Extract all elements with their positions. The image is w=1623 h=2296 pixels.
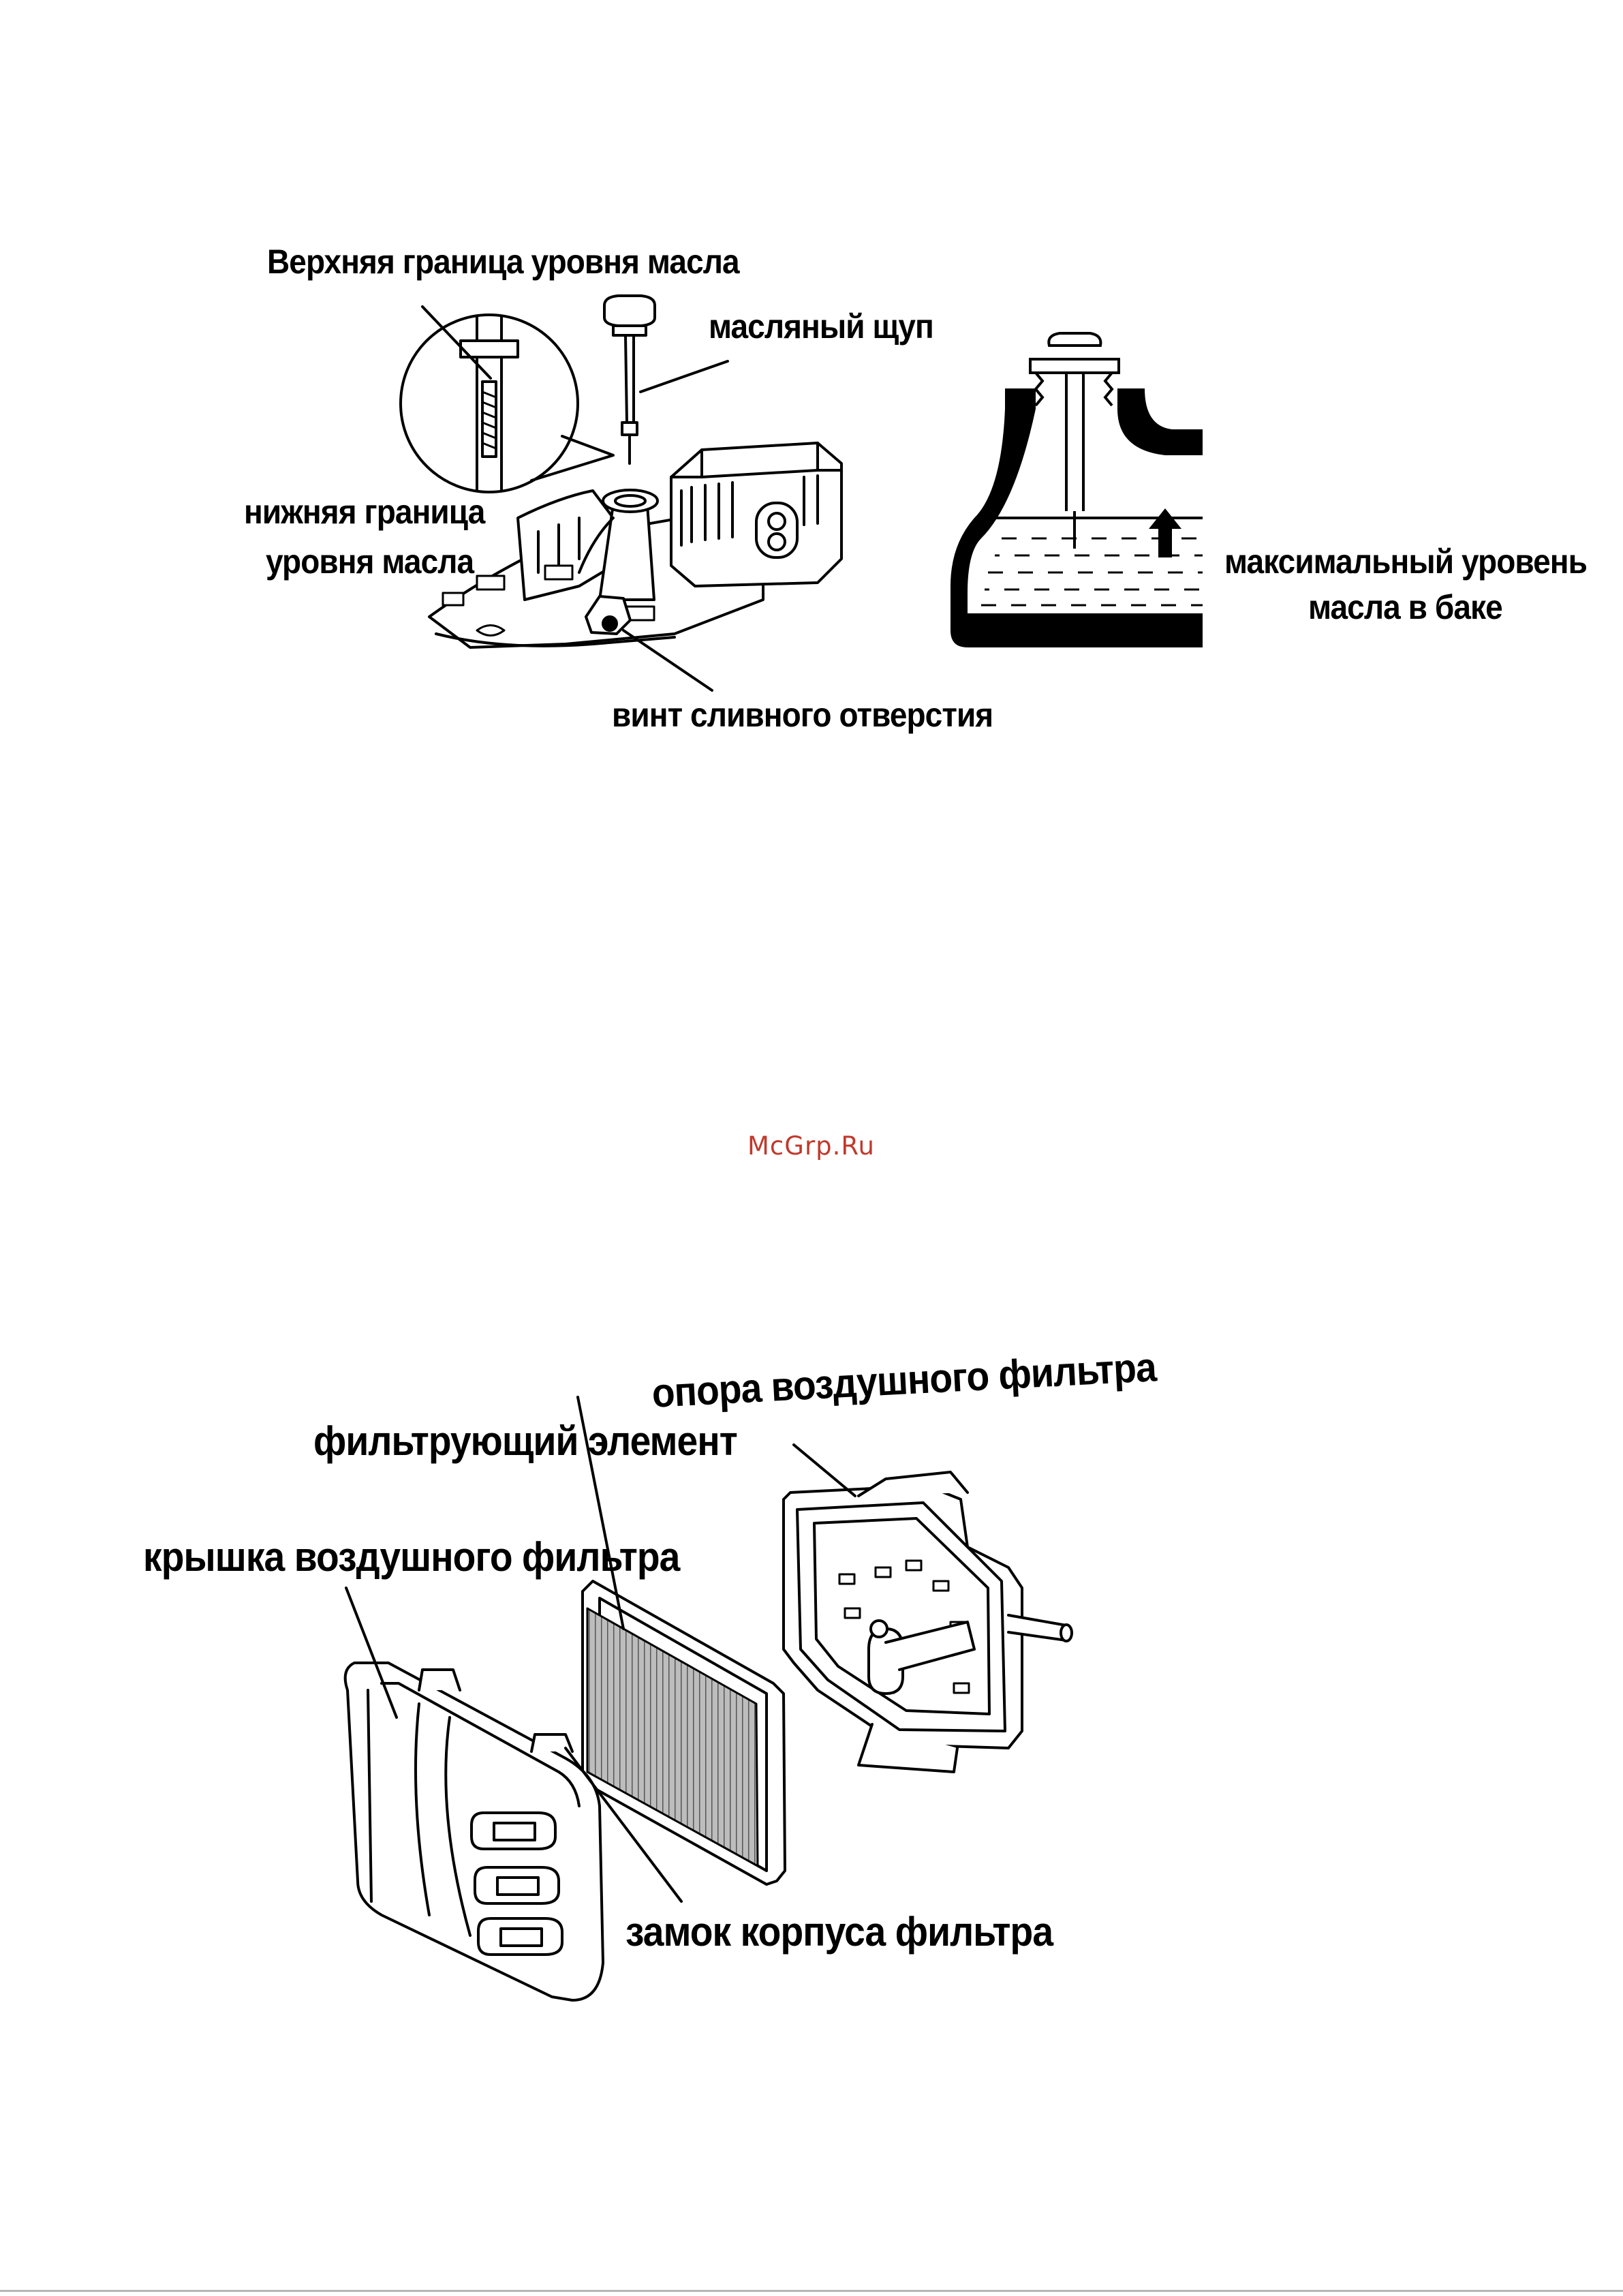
filter-cover-label: крышка воздушного фильтра bbox=[143, 1534, 680, 1580]
filter-support-label: опора воздушного фильтра bbox=[651, 1344, 1158, 1416]
max-oil-level-label-line1: максимальный уровень bbox=[1224, 542, 1588, 581]
filter-support-drawing bbox=[784, 1445, 1072, 1772]
filter-element-label: фильтрующий элемент bbox=[313, 1418, 737, 1464]
lower-oil-level-label-line1: нижняя граница bbox=[244, 493, 485, 531]
drain-screw-label: винт сливного отверстия bbox=[612, 696, 993, 734]
filter-lock-label: замок корпуса фильтра bbox=[625, 1909, 1053, 1955]
lower-oil-level-label-line2: уровня масла bbox=[266, 542, 474, 581]
page-bottom-rule bbox=[0, 2290, 1623, 2292]
max-oil-level-label-line2: масла в баке bbox=[1308, 588, 1502, 626]
oil-tank-section bbox=[950, 333, 1203, 647]
dipstick-label: масляный щуп bbox=[709, 307, 933, 346]
upper-oil-level-label: Верхняя граница уровня масла bbox=[267, 243, 739, 281]
filter-element-drawing bbox=[578, 1397, 785, 1884]
watermark: McGrp.Ru bbox=[747, 1131, 875, 1161]
engine-body bbox=[429, 443, 841, 690]
magnifier-callout bbox=[401, 307, 613, 492]
